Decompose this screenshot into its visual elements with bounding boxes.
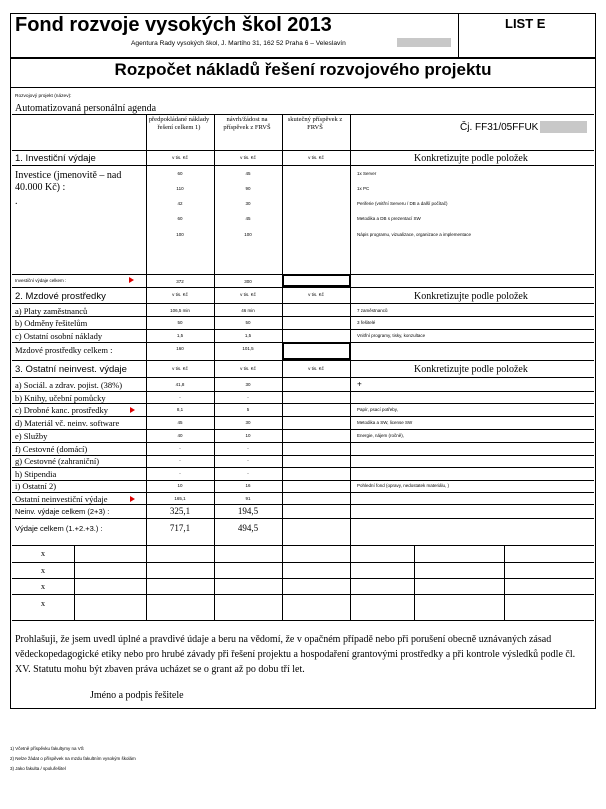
s2-r2-r: 1,5 xyxy=(244,333,252,338)
s3-r7-label: h) Stipendia xyxy=(15,469,57,479)
s3-r1-label: b) Knihy, učební pomůcky xyxy=(15,393,106,403)
s2-total-approved-cell xyxy=(282,342,351,360)
s3-title: 3. Ostatní neinvest. výdaje xyxy=(15,364,127,375)
all-total-r: 494,5 xyxy=(237,523,259,533)
s1-r1-p: 110 xyxy=(176,186,184,191)
signature-label: Jméno a podpis řešitele xyxy=(90,690,184,701)
s2-r0-r: 46 min xyxy=(241,308,255,313)
s3-r4-r: 10 xyxy=(245,433,251,438)
s3-r6-r: - xyxy=(247,458,249,463)
project-rule xyxy=(12,114,594,115)
arrow-icon xyxy=(130,407,135,413)
s3-r1-p: - xyxy=(179,395,181,400)
footnote: 2) Nelze žádat o příspěvek na mzdu fakultním vysokým školám xyxy=(10,756,136,761)
row-rule xyxy=(12,578,594,579)
s1-unit: v tis. Kč xyxy=(240,155,256,160)
row-rule xyxy=(12,391,594,392)
s1-r4-r: 100 xyxy=(244,232,252,237)
s3-r6-p: - xyxy=(179,458,181,463)
s1-total-approved-cell xyxy=(282,274,351,287)
col-line xyxy=(350,114,351,546)
row-rule xyxy=(12,316,594,317)
header-title: Fond rozvoje vysokých škol 2013 xyxy=(15,14,332,36)
s3-r5-r: - xyxy=(247,446,249,451)
s3-r2-r: 5 xyxy=(246,407,250,412)
s3-r8-d: Pohlední fond (opravy, nedostatek materiálu, ) xyxy=(357,483,449,488)
s3-r6-label: g) Cestovné (zahraniční) xyxy=(15,456,100,466)
x-cell: x xyxy=(40,598,46,608)
redaction xyxy=(540,121,587,133)
row-rule xyxy=(12,416,594,417)
s2-r1-label: b) Odměny řešitelům xyxy=(15,318,88,328)
col-required-header: návrh/žádost na příspěvek z FRVŠ xyxy=(223,116,271,131)
row-rule xyxy=(12,442,594,443)
s3-r3-label: d) Materiál vč. neinv. software xyxy=(15,418,120,428)
redaction xyxy=(397,38,451,47)
col-line xyxy=(350,545,351,620)
row-rule xyxy=(12,303,594,304)
col-line xyxy=(282,545,283,620)
s3-r5-p: - xyxy=(179,446,181,451)
row-rule xyxy=(12,165,594,166)
s1-bullet: . xyxy=(15,196,18,207)
s1-r4-d: Nápis programu, vizualizace, organizace a implementace xyxy=(357,232,472,237)
s3-r2-d: Papír, psací potřeby, xyxy=(357,407,398,412)
noninv-total-p: 325,1 xyxy=(169,506,191,516)
s2-total-label: Mzdové prostředky celkem : xyxy=(15,345,113,355)
s2-r2-p: 1,5 xyxy=(176,333,184,338)
s3-r2-p: 8,1 xyxy=(176,407,184,412)
row-rule xyxy=(12,287,594,288)
all-total-p: 717,1 xyxy=(169,523,191,533)
s3-total-label: Ostatní neinvestiční výdaje xyxy=(15,494,108,504)
s2-title: 2. Mzdové prostředky xyxy=(15,291,106,302)
s2-specify: Konkretizujte podle položek xyxy=(414,291,528,302)
row-rule xyxy=(12,518,594,519)
s1-r2-r: 30 xyxy=(245,201,251,206)
s3-specify: Konkretizujte podle položek xyxy=(414,364,528,375)
s3-r5-label: f) Cestovné (domácí) xyxy=(15,444,88,454)
s2-r2-d: Vnitřní programy, tisky, konzultace xyxy=(357,333,426,338)
s2-r0-d: 7 zaměstnanců xyxy=(357,308,388,313)
footnote: 1) Včetně příspěvku fakultymy na VŠ xyxy=(10,746,84,751)
s2-unit: v tis. Kč xyxy=(240,292,256,297)
row-rule xyxy=(12,620,594,621)
s1-r3-r: 45 xyxy=(245,216,251,221)
arrow-icon xyxy=(129,277,134,283)
s3-r3-d: Metodika a SW, license SW xyxy=(357,420,413,425)
arrow-icon xyxy=(130,496,135,502)
s2-unit: v tis. Kč xyxy=(308,292,324,297)
s3-unit: v tis. Kč xyxy=(308,366,324,371)
s1-r0-d: 1x Server xyxy=(357,171,377,176)
list-label: LIST E xyxy=(505,16,546,31)
project-label: Rozvojový projekt (název): xyxy=(15,94,72,99)
s2-total-r: 101,5 xyxy=(242,346,254,351)
col-line xyxy=(282,114,283,546)
s3-r8-p: 10 xyxy=(177,483,183,488)
row-rule xyxy=(12,492,594,493)
s3-r0-d: + xyxy=(357,379,362,389)
s2-r0-p: 106,5 min xyxy=(170,308,190,313)
row-rule xyxy=(12,504,594,505)
project-ref: Čj. FF31/05FFUK xyxy=(460,122,539,133)
row-rule xyxy=(12,594,594,595)
s1-r0-p: 60 xyxy=(177,171,183,176)
noninv-total-r: 194,5 xyxy=(237,506,259,516)
s1-unit: v tis. Kč xyxy=(172,155,188,160)
header-agency: Agentura Rady vysokých škol, J. Martího 31, 162 52 Praha 6 – Veleslavín xyxy=(131,40,346,47)
row-rule xyxy=(12,403,594,404)
s3-unit: v tis. Kč xyxy=(172,366,188,371)
x-cell: x xyxy=(40,565,46,575)
s3-r3-r: 30 xyxy=(245,420,251,425)
s2-unit: v tis. Kč xyxy=(172,292,188,297)
col-approved-header: skutečný příspěvek z FRVŠ xyxy=(287,116,343,131)
row-rule xyxy=(12,429,594,430)
s3-total-p: 165,1 xyxy=(174,496,186,501)
s2-r0-label: a) Platy zaměstnanců xyxy=(15,306,88,316)
s2-r2-label: c) Ostatní osobní náklady xyxy=(15,331,103,341)
row-rule xyxy=(12,562,594,563)
s2-r1-d: 3 řešitelé xyxy=(357,320,376,325)
s2-r1-p: 50 xyxy=(177,320,183,325)
s1-title: 1. Investiční výdaje xyxy=(15,153,96,164)
row-rule xyxy=(12,329,594,330)
s1-r1-d: 1x PC xyxy=(357,186,370,191)
s3-r7-p: - xyxy=(179,471,181,476)
row-rule xyxy=(12,360,594,361)
row-rule xyxy=(12,150,594,151)
col-line xyxy=(146,545,147,620)
x-cell: x xyxy=(40,548,46,558)
row-rule xyxy=(12,455,594,456)
project-name: Automatizovaná personální agenda xyxy=(15,103,157,114)
s3-r4-p: 40 xyxy=(177,433,183,438)
s2-total-p: 160 xyxy=(176,346,184,351)
s3-r0-p: 41,8 xyxy=(175,382,185,387)
s1-invest-label: Investice (jmenovitě – nad 40.000 Kč) : xyxy=(15,170,122,193)
col-line xyxy=(414,545,415,620)
s3-r8-r: 16 xyxy=(245,483,251,488)
declaration-text: Prohlašuji, že jsem uvedl úplné a pravdivé údaje a beru na vědomí, že v opačném případě nebo při porušení obecně uznávaných zásad vědeckopedagogické etiky nebo pro hrubé závady při řešení projektu a hospodaření grantovými prostředky a při kontrole výsledků podle čl. XV. Statutu mohu být zbaven práva ucházet se o grant až po dobu tří let. xyxy=(15,634,576,675)
s1-r3-d: Metodika a DB s prezentací SW xyxy=(357,216,421,221)
col-line xyxy=(214,545,215,620)
col-line xyxy=(146,114,147,546)
row-rule xyxy=(12,377,594,378)
s3-r4-d: Energie, nájem (ročně), xyxy=(357,433,405,438)
row-rule xyxy=(12,545,594,546)
header-divider xyxy=(458,13,459,58)
all-total-label: Výdaje celkem (1.+2.+3.) : xyxy=(15,524,103,533)
s1-total-r: 300 xyxy=(244,279,252,284)
s1-r4-p: 100 xyxy=(176,232,184,237)
x-cell: x xyxy=(40,581,46,591)
s3-r0-label: a) Sociál. a zdrav. pojist. (38%) xyxy=(15,380,123,390)
row-rule xyxy=(12,480,594,481)
s2-r1-r: 50 xyxy=(245,320,251,325)
s3-r8-label: i) Ostatní 2) xyxy=(15,481,57,491)
s1-r2-d: Periferie (vnitřní Serveru / DB a další počítač) xyxy=(357,201,448,206)
s3-r7-r: - xyxy=(247,471,249,476)
s1-total-label: Investiční výdaje celkem : xyxy=(15,278,67,283)
s3-r4-label: e) Služby xyxy=(15,431,48,441)
col-line xyxy=(504,545,505,620)
s3-unit: v tis. Kč xyxy=(240,366,256,371)
s1-specify: Konkretizujte podle položek xyxy=(414,153,528,164)
s3-total-r: 91 xyxy=(245,496,251,501)
main-title: Rozpočet nákladů řešení rozvojového projektu xyxy=(114,60,492,79)
s3-r2-label: c) Drobné kanc. prostředky xyxy=(15,405,108,415)
title-rule xyxy=(10,87,596,88)
s3-r3-p: 45 xyxy=(177,420,183,425)
col-line xyxy=(74,545,75,620)
row-rule xyxy=(12,467,594,468)
s3-r1-r: - xyxy=(247,395,249,400)
s1-r0-r: 45 xyxy=(245,171,251,176)
s1-unit: v tis. Kč xyxy=(308,155,324,160)
col-line xyxy=(214,114,215,546)
s1-r3-p: 60 xyxy=(177,216,183,221)
s3-r0-r: 30 xyxy=(245,382,251,387)
s1-total-p: 372 xyxy=(176,279,184,284)
s1-r2-p: 42 xyxy=(177,201,183,206)
s1-r1-r: 90 xyxy=(245,186,251,191)
footnote: 3) Jako fakulta / spoluřešitel xyxy=(10,766,66,771)
col-planned-header: předpokládané náklady řešení celkem 1) xyxy=(148,116,210,131)
noninv-total-label: Neinv. výdaje celkem (2+3) : xyxy=(15,507,110,516)
